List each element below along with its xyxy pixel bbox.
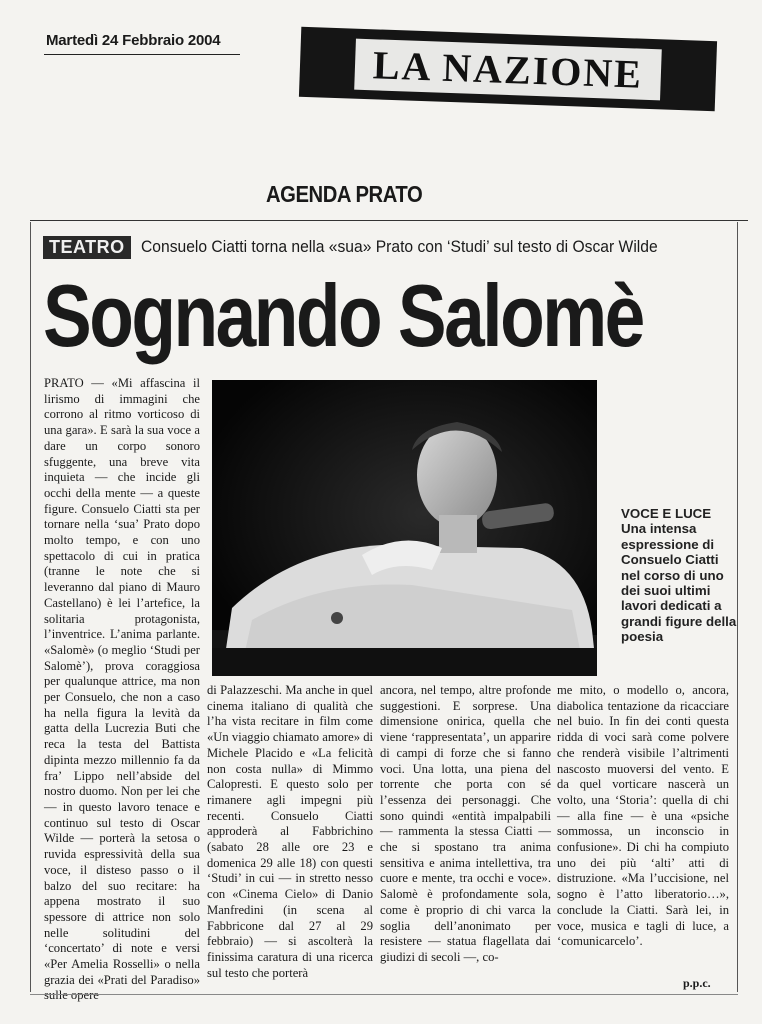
publication-date: Martedì 24 Febbraio 2004 (46, 32, 221, 49)
article-column-2 (207, 683, 373, 988)
section-divider (30, 220, 748, 221)
masthead-title: LA NAZIONE (354, 38, 662, 100)
article-frame-left (30, 222, 31, 992)
column-1-text: PRATO — «Mi affascina il lirismo di immagini che corrono al ritmo vorticoso di una gara». E sarà la sua voce a dare un corpo sonoro sfuggente, una breve vita inquieta — che incide gli occhi della mente — a queste figure. Consuelo Ciatti sta per tornare nella ‘sua’ Prato dopo molto tempo, e con uno spettacolo di cui in pratica (tranne le note che si leveranno dal piano di Mauro Castellano) è lei l’artefice, la solitaria protagonista, l’inventrice. L’anima parlante. «Salomè» (o meglio ‘Studi per Salomè’), prova coraggiosa per qualunque attrice, ma non per Consuelo, che non a caso ha nella figura la levità da gatta della Lucrezia Buti che reca la testa del Battista dipinta mezzo millennio fa da fra’ Lippo nell’abside del nostro duomo. Non per lei che — in questo lavoro tenace e continuo sul testo di Oscar Wilde — porterà la setosa o ruvida espressività della sua voce, il disteso passo o il balzo del suo recitare: ha appena mostrato il suo spessore di attrice non solo nelle solitudini del ‘concertato’ di note e versi «Per Amelia Rosselli» o nella grazia dei «Prati del Paradiso» sulle opere (44, 376, 200, 1003)
caption-lead: VOCE E LUCE (621, 506, 712, 521)
author-signature: p.p.c. (683, 976, 711, 990)
column-2-text: di Palazzeschi. Ma anche in quel cinema italiano di qualità che l’ha vista recitare in film come «Un viaggio chiamato amore» di Michele Placido e «La felicità non costa nulla» di Mimmo Calopresti. E questo solo per rimanere agli impegni più recenti. Consuelo Ciatti approderà al Fabbrichino (sabato 28 alle ore 23 e domenica 29 alle 18) con questi ‘Studi’ in cui — in stretto nesso con «Cinema Cielo» di Danio Manfredini (in scena al Fabbricone dal 27 al 29 febbraio) — si ascolterà la finissima caratura di una ricerca sul testo che porterà (207, 683, 373, 980)
newspaper-masthead (299, 27, 717, 111)
performer-photo-graphic (212, 380, 597, 676)
article-headline: Sognando Salomè (43, 266, 643, 365)
article-column-3 (380, 683, 551, 988)
caption-text: Una intensa espressione di Consuelo Ciatti nel corso di uno dei suoi ultimi lavori dedicati a grandi figure della poesia (621, 521, 737, 645)
article-column-1 (44, 376, 200, 1003)
article-column-4 (557, 683, 729, 988)
kicker-text: Consuelo Ciatti torna nella «sua» Prato con ‘Studi’ sul testo di Oscar Wilde (140, 237, 658, 256)
bottom-divider (30, 994, 738, 995)
column-4-text: me mito, o modello o, ancora, diabolica tentazione da ricacciare nel buio. In fin dei conti questa ridda di voci sarà come polvere che renderà visibile l’altrimenti nascosto muoversi del vento. E da quel vorticare nascerà un volto, una ‘Storia’: quella di chi — alla fine — è una «psiche sommossa, un inconscio in confusione». Di chi ha compiuto uno dei più ‘alti’ atti di distruzione. «Ma l’uccisione, nel sogno è l’atto liberatorio…», conclude la Ciatti. Sarà lei, in voce, musica e tagli di luce, a ‘comunicarcelo’. (557, 683, 729, 949)
article-kicker (43, 233, 743, 261)
column-3-text: ancora, nel tempo, altre profonde suggestioni. E sorprese. Una dimensione onirica, quella che viene ‘rappresentata’, un apparire di campi di forze che si fanno voci. Una lotta, una piena del torrente che porta con sé l’essenza dei personaggi. Che sono quindi «entità impalpabili — rammenta la stessa Ciatti — che si spostano tra anima sensitiva e anima intellettiva, tra cuore e mente, tra occhi e voce». Salomè è profondamente sola, come è proprio di chi varca la soglia dell’anonimato per resistere — statua flagellata dai giudizi di secoli —, co- (380, 683, 551, 964)
article-photo (212, 380, 597, 676)
kicker-tag: TEATRO (43, 236, 131, 259)
article-frame-right (737, 222, 738, 992)
photo-caption (621, 506, 737, 645)
date-underline (44, 54, 240, 55)
section-heading: AGENDA PRATO (266, 181, 423, 207)
